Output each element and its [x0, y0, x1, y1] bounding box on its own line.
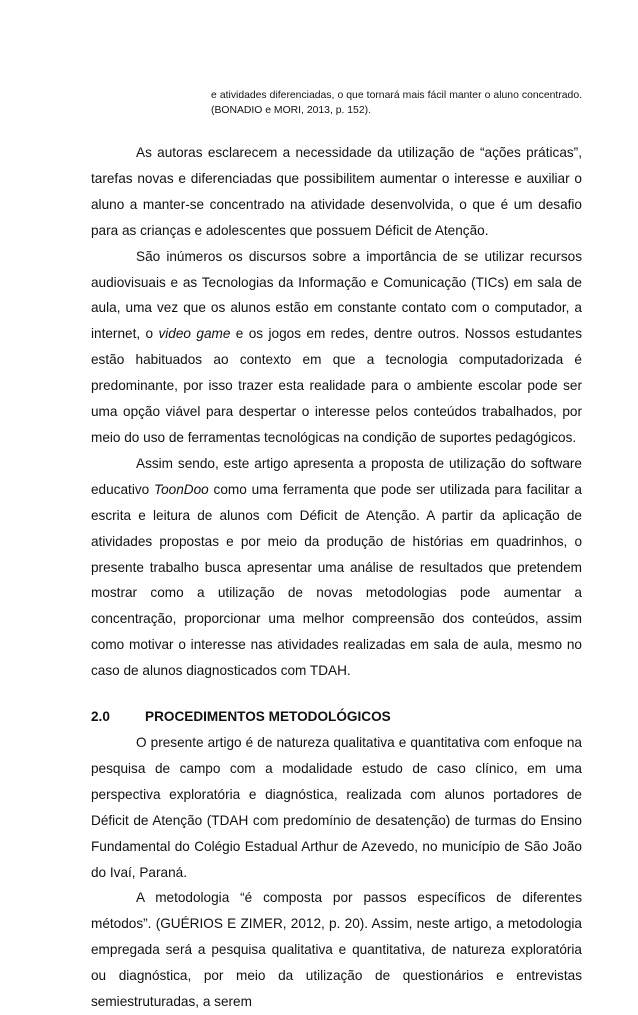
italic-term: video game	[158, 326, 231, 342]
paragraph-3: Assim sendo, este artigo apresenta a proposta de utilização do software educativo ToonDoo como uma ferramenta que pode ser utilizada para facilitar a escrita e leitura de alunos com Déficit de Atenção. A partir da aplicação de atividades propostas e por meio da produção de histórias em quadrinhos, o presente trabalho busca apresentar uma análise de resultados que pretendem mostrar como a utilização de novas metodologias pode aumentar a concentração, proporcionar uma melhor compreensão dos conteúdos, assim como motivar o interesse nas atividades realizadas em sala de aula, mesmo no caso de alunos diagnosticados com TDAH.	[91, 455, 582, 679]
paragraph-1: As autoras esclarecem a necessidade da utilização de “ações práticas”, tarefas novas e diferenciadas que possibilitem aumentar o interesse e auxiliar o aluno a manter-se concentrado na atividade desenvolvida, o que é um desafio para as crianças e adolescentes que possuem Déficit de Atenção.	[91, 145, 582, 238]
section-number: 2.0	[91, 709, 110, 725]
block-quote: e atividades diferenciadas, o que tornará mais fácil manter o aluno concentrado. (BONADIO e MORI, 2013, p. 152).	[211, 90, 582, 116]
section-heading	[91, 704, 582, 729]
section-paragraph-1: O presente artigo é de natureza qualitativa e quantitativa com enfoque na pesquisa de campo com a modalidade estudo de caso clínico, em uma perspectiva exploratória e diagnóstica, realizada com alunos portadores de Déficit de Atenção (TDAH com predomínio de desatenção) de turmas do Ensino Fundamental do Colégio Estadual Arthur de Azevedo, no município de São João do Ivaí, Paraná.	[91, 735, 582, 880]
section-title: PROCEDIMENTOS METODOLÓGICOS	[145, 709, 391, 725]
italic-term: ToonDoo	[154, 481, 209, 497]
section-paragraph-2: A metodologia “é composta por passos específicos de diferentes métodos”. (GUÉRIOS E ZIMER, 2012, p. 20). Assim, neste artigo, a metodologia empregada será a pesquisa qualitativa e quantitativa, de natureza exploratória ou diagnóstica, por meio da utilização de questionários e entrevistas semiestruturadas, a serem	[91, 890, 582, 1010]
paragraph-2: São inúmeros os discursos sobre a importância de se utilizar recursos audiovisuais e as Tecnologias da Informação e Comunicação (TICs) em sala de aula, uma vez que os alunos estão em constante contato com o computador, a internet, o video game e os jogos em redes, dentre outros. Nossos estudantes estão habituados ao contexto em que a tecnologia computadorizada é predominante, por isso trazer esta realidade para o ambiente escolar pode ser uma opção viável para despertar o interesse pelos conteúdos trabalhados, por meio do uso de ferramentas tecnológicas na condição de suportes pedagógicos.	[91, 248, 583, 445]
